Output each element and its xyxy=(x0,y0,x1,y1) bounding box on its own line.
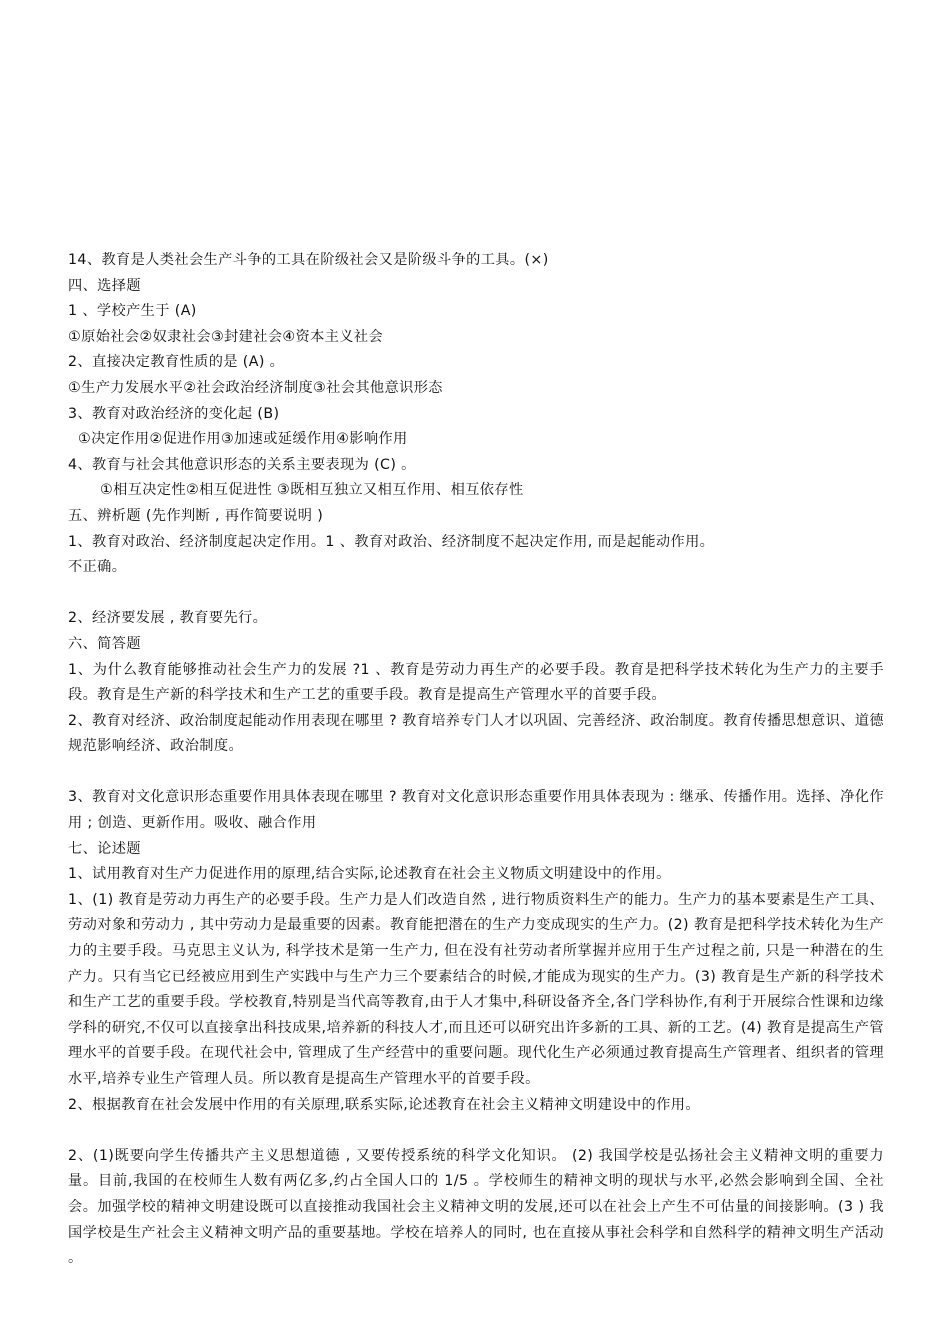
judgment-item-14: 14、教育是人类社会生产斗争的工具在阶级社会又是阶级斗争的工具。(×) xyxy=(68,252,549,268)
section-title-analysis: 五、辨析题 (先作判断 , 再作简要说明 ) xyxy=(68,507,324,524)
choice-question-3: 3、教育对政治经济的变化起 (B) xyxy=(68,405,280,422)
spacer xyxy=(68,1118,884,1144)
section-title-short-answer: 六、简答题 xyxy=(68,635,141,652)
section-title-essay: 七、论述题 xyxy=(68,840,141,857)
essay-answer-2: 2、(1)既要向学生传播共产主义思想道德 , 又要传授系统的科学文化知识。 (2) 我国学校是弘扬社会主义精神文明的重要力量。目前,我国的在校师生人数有两亿多,约占全国人口的 1/5 。学校师生的精神文明的现状与水平,必然会影响到全国、全社会。加强学校的精神文明建设既可以直接推动我国社会主义精神文明的发展,还可以在社会上产生不可估量的间接影响。(3 ) 我国学校是生产社会主义精神文明产品的重要基地。学校在培养人的同时, 也在直接从事社会科学和自然科学的精神文明生产活动 。 xyxy=(68,1147,884,1267)
choice-options-1: ①原始社会②奴隶社会③封建社会④资本主义社会 xyxy=(68,328,384,345)
analysis-question-2: 2、经济要发展 , 教育要先行。 xyxy=(68,610,268,627)
choice-options-4: ①相互决定性②相互促进性 ③既相互独立又相互作用、相互依存性 xyxy=(100,482,524,499)
analysis-question-1: 1、教育对政治、经济制度起决定作用。1 、教育对政治、经济制度不起决定作用, 而是起能动作用。 xyxy=(68,533,715,550)
essay-question-1: 1、试用教育对生产力促进作用的原理,结合实际,论述教育在社会主义物质文明建设中的作用。 xyxy=(68,866,671,883)
choice-question-1: 1 、学校产生于 (A) xyxy=(68,303,197,320)
document-body xyxy=(68,248,884,1272)
choice-question-4: 4、教育与社会其他意识形态的关系主要表现为 (C) 。 xyxy=(68,456,416,473)
section-title-choice: 四、选择题 xyxy=(68,277,141,294)
choice-options-2: ①生产力发展水平②社会政治经济制度③社会其他意识形态 xyxy=(68,379,443,396)
essay-answer-1: 1、(1) 教育是劳动力再生产的必要手段。生产力是人们改造自然 , 进行物质资料生产的能力。生产力的基本要素是生产工具、劳动对象和劳动力 , 其中劳动力是最重要的因素。教育能把潜在的生产力变成现实的生产力。(2) 教育是把科学技术转化为生产力的主要手段。马克思主义认为, 科学技术是第一生产力, 但在没有社劳动者所掌握并应用于生产过程之前, 只是一种潜在的生产力。只有当它已经被应用到生产实践中与生产力三个要素结合的时候,才能成为现实的生产力。(3) 教育是生产新的科学技术和生产工艺的重要手段。学校教育,特别是当代高等教育,由于人才集中,科研设备齐全,各门学科协作,有利于开展综合性课和边缘学科的研究,不仅可以直接拿出科技成果,培养新的科技人才,而且还可以研究出许多新的工具、新的工艺。(4) 教育是提高生产管理水平的首要手段。在现代社会中, 管理成了生产经营中的重要问题。现代化生产必须通过教育提高生产管理者、组织者的管理水平,培养专业生产管理人员。所以教育是提高生产管理水平的首要手段。 xyxy=(68,891,884,1087)
choice-question-2: 2、直接决定教育性质的是 (A) 。 xyxy=(68,354,285,371)
choice-options-3: ①决定作用②促进作用③加速或延缓作用④影响作用 xyxy=(78,431,408,448)
essay-question-2: 2、根据教育在社会发展中作用的有关原理,联系实际,论述教育在社会主义精神文明建设中的作用。 xyxy=(68,1096,700,1113)
spacer xyxy=(68,581,884,607)
short-answer-3: 3、教育对文化意识形态重要作用具体表现在哪里 ? 教育对文化意识形态重要作用具体表现为 : 继承、传播作用。选择、净化作用 ; 创造、更新作用。吸收、融合作用 xyxy=(68,789,884,832)
short-answer-1: 1、为什么教育能够推动社会生产力的发展 ?1 、教育是劳动力再生产的必要手段。教育是把科学技术转化为生产力的主要手段。教育是生产新的科学技术和生产工艺的重要手段。教育是提高生产管理水平的首要手段。 xyxy=(68,661,884,704)
spacer xyxy=(68,760,884,786)
short-answer-2: 2、教育对经济、政治制度起能动作用表现在哪里 ? 教育培养专门人才以巩固、完善经济、政治制度。教育传播思想意识、道德规范影响经济、政治制度。 xyxy=(68,712,884,755)
analysis-answer-1: 不正确。 xyxy=(68,559,127,576)
